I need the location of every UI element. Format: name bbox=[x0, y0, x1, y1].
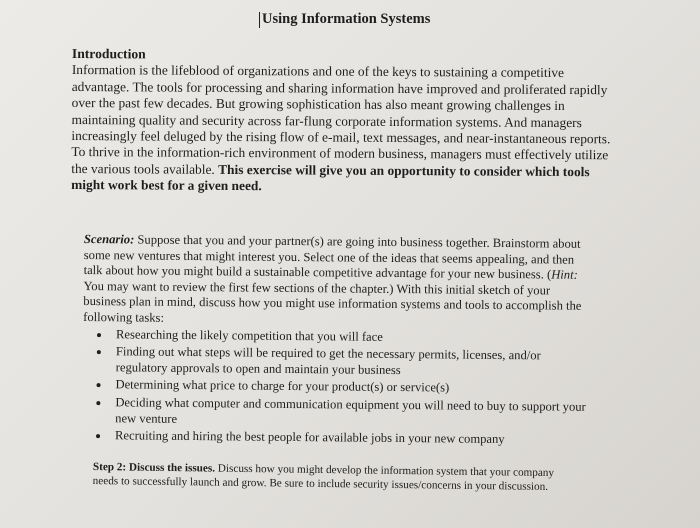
list-item: Finding out what steps will be required to get the necessary permits, licenses, and/or regulatory approvals to open and maintain your business bbox=[83, 344, 591, 380]
step2-section bbox=[93, 460, 571, 495]
introduction-heading: Introduction bbox=[71, 46, 146, 62]
list-item: Deciding what computer and communication equipment you will need to buy to support your new venture bbox=[82, 395, 590, 431]
step2-text: Discuss how you might develop the information system that your company needs to successfully launch and grow. Be sure to include security issues/concerns in your discussion. bbox=[92, 462, 555, 494]
scenario-text-part-1: Suppose that you and your partner(s) are going into business together. Brainstorm about some new ventures that might interest you. Select one of the ideas that seems appealing, and then talk about how you might build a sustainable competitive advantage for your new business. ( bbox=[83, 232, 581, 282]
introduction-paragraph bbox=[71, 62, 612, 197]
introduction-section bbox=[71, 46, 612, 197]
list-item: Recruiting and hiring the best people for available jobs in your new company bbox=[82, 428, 590, 448]
list-item: Researching the likely competition that you will face bbox=[83, 327, 591, 347]
task-list bbox=[82, 327, 591, 449]
list-item: Determining what price to charge for your product(s) or service(s) bbox=[82, 377, 590, 397]
introduction-emphasis-text: This exercise will give you an opportunity to consider which tools might work best for a given need. bbox=[71, 161, 590, 194]
scenario-paragraph bbox=[83, 232, 592, 330]
page-title: Using Information Systems bbox=[262, 11, 431, 27]
introduction-body-text: Information is the lifeblood of organizations and one of the keys to sustaining a competitive advantage. The tools for processing and sharing information have improved and proliferated rapidly over the past few decades. But growing sophistication has also meant growing challenges in maintaining quality and security across far-flung corporate information systems. And managers increasingly feel deluged by the rising flow of e-mail, text messages, and near-instantaneous reports. To thrive in the information-rich environment of modern business, managers must effectively utilize the various tools available. bbox=[71, 62, 611, 177]
scenario-hint-label: Hint: bbox=[551, 267, 578, 282]
scenario-text-part-2: You may want to review the first few sections of the chapter.) With this initial sketch of your business plan in mind, discuss how you might use information systems and tools to accomplish the following tasks: bbox=[83, 278, 582, 325]
step2-label: Step 2: Discuss the issues. bbox=[92, 460, 216, 475]
scenario-section bbox=[82, 232, 592, 451]
scenario-label: Scenario: bbox=[83, 232, 135, 247]
